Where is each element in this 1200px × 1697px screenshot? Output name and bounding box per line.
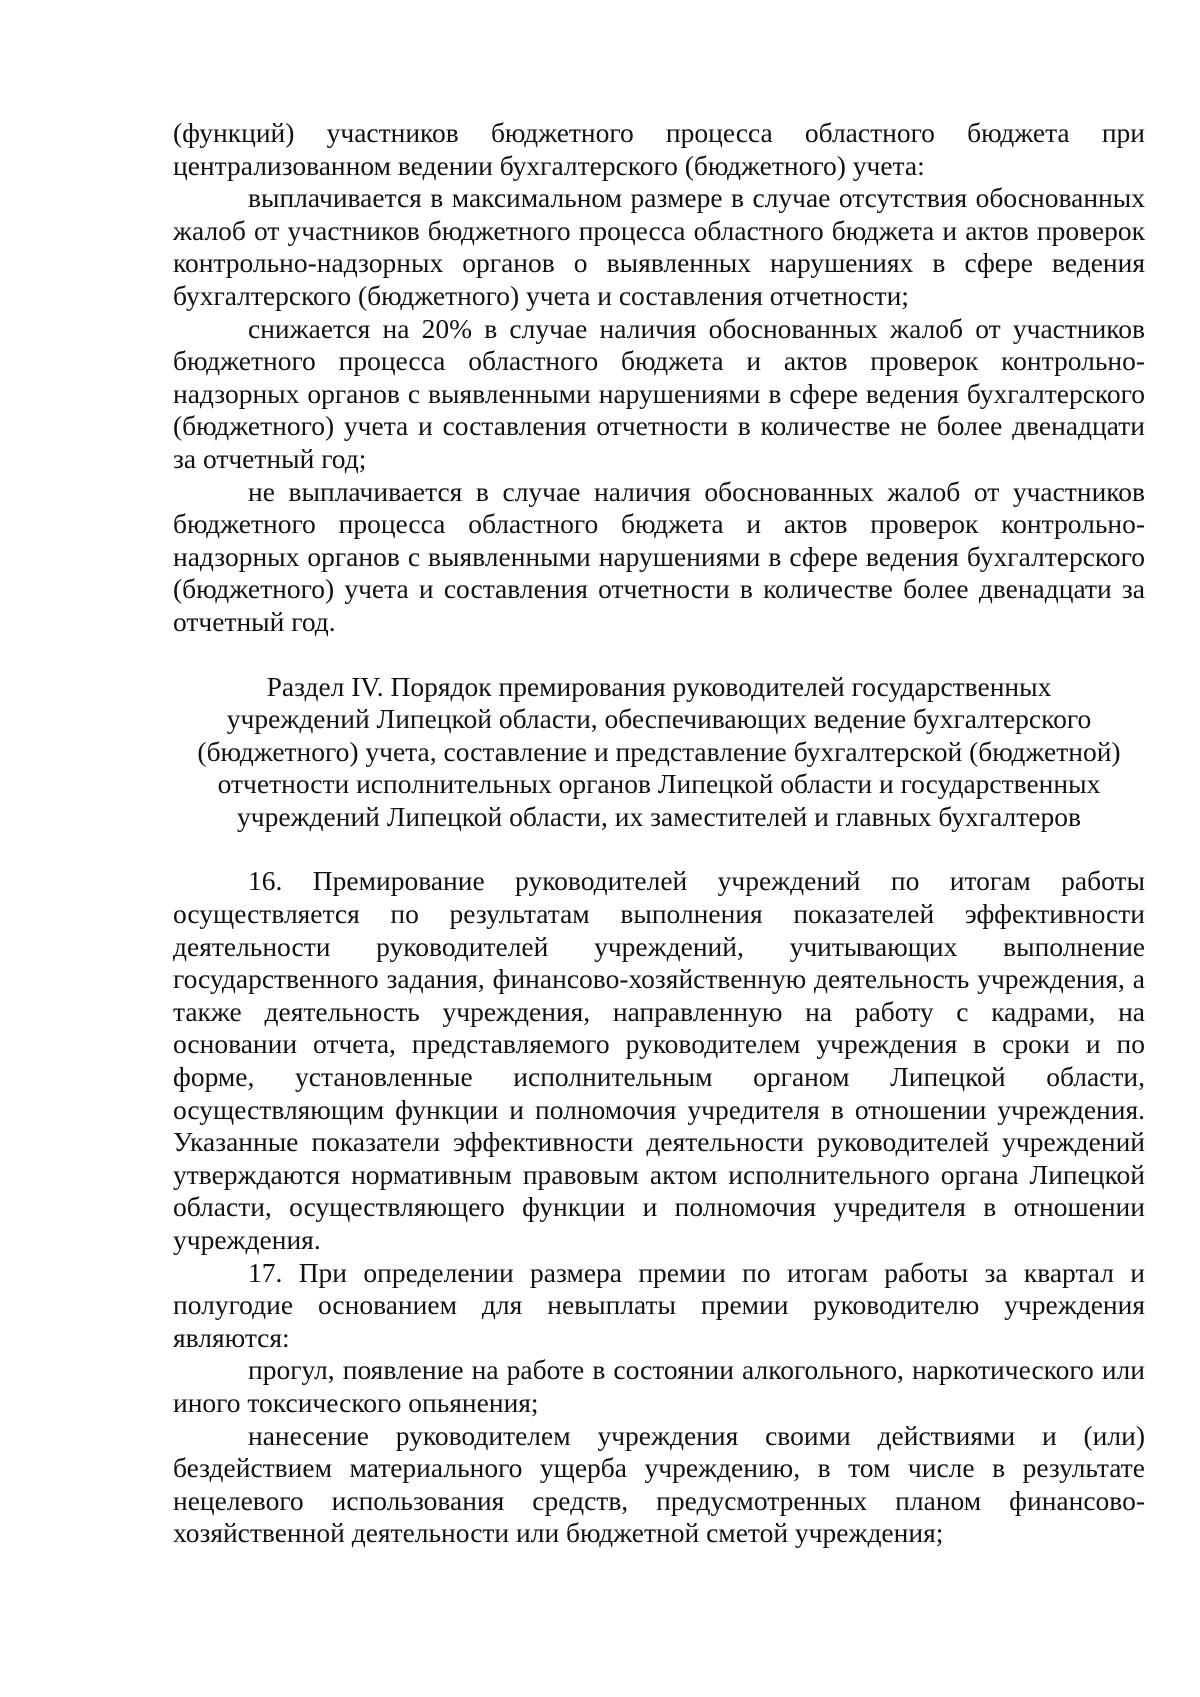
paragraph-material-damage: нанесение руководителем учреждения своими действиями и (или) бездействием материального ущерба учреждению, в том числе в результате нецелевого использования средств, предусмотренных планом финансово-хозяйственной деятельности или бюджетной сметой учреждения; (173, 1419, 1145, 1549)
paragraph-continuation: (функций) участников бюджетного процесса областного бюджета при централизованном ведении бухгалтерского (бюджетного) учета: (173, 117, 1145, 181)
section-heading-line: (бюджетного) учета, составление и представление бухгалтерской (бюджетной) (197, 735, 1121, 767)
paragraph-absence-intoxication: прогул, появление на работе в состоянии алкогольного, наркотического или иного токсического опьянения; (173, 1354, 1145, 1418)
section-heading-line: отчетности исполнительных органов Липецкой области и государственных (217, 768, 1101, 800)
section-heading-line: учреждений Липецкой области, их заместителей и главных бухгалтеров (237, 800, 1081, 832)
section-heading-line: учреждений Липецкой области, обеспечивающих ведение бухгалтерского (226, 703, 1092, 735)
section-heading (173, 671, 1145, 834)
paragraph-item-17: 17. При определении размера премии по итогам работы за квартал и полугодие основанием для невыплаты премии руководителю учреждения являются: (173, 1256, 1145, 1353)
paragraph-max-payment: выплачивается в максимальном размере в случае отсутствия обоснованных жалоб от участников бюджетного процесса областного бюджета и актов проверок контрольно-надзорных органов о выявленных нарушениях в сфере ведения бухгалтерского (бюджетного) учета и составления отчетности; (173, 182, 1145, 311)
paragraph-item-16: 16. Премирование руководителей учреждений по итогам работы осуществляется по результатам выполнения показателей эффективности деятельности руководителей учреждений, учитывающих выполнение государственного задания, финансово-хозяйственную деятельность учреждения, а также деятельность учреждения, направленную на работу с кадрами, на основании отчета, представляемого руководителем учреждения в сроки и по форме, установленные исполнительным органом Липецкой области, осуществляющим функции и полномочия учредителя в отношении учреждения. Указанные показатели эффективности деятельности руководителей учреждений утверждаются нормативным правовым актом исполнительного органа Липецкой области, осуществляющего функции и полномочия учредителя в отношении учреждения. (173, 865, 1145, 1255)
section-heading-line: Раздел IV. Порядок премирования руководителей государственных (266, 670, 1052, 702)
paragraph-reduced-payment: снижается на 20% в случае наличия обоснованных жалоб от участников бюджетного процесса областного бюджета и актов проверок контрольно-надзорных органов с выявленными нарушениями в сфере ведения бухгалтерского (бюджетного) учета и составления отчетности в количестве не более двенадцати за отчетный год; (173, 312, 1145, 474)
document-body (173, 117, 1145, 1550)
paragraph-no-payment: не выплачивается в случае наличия обоснованных жалоб от участников бюджетного процесса областного бюджета и актов проверок контрольно-надзорных органов с выявленными нарушениями в сфере ведения бухгалтерского (бюджетного) учета и составления отчетности в количестве более двенадцати за отчетный год. (173, 475, 1145, 637)
